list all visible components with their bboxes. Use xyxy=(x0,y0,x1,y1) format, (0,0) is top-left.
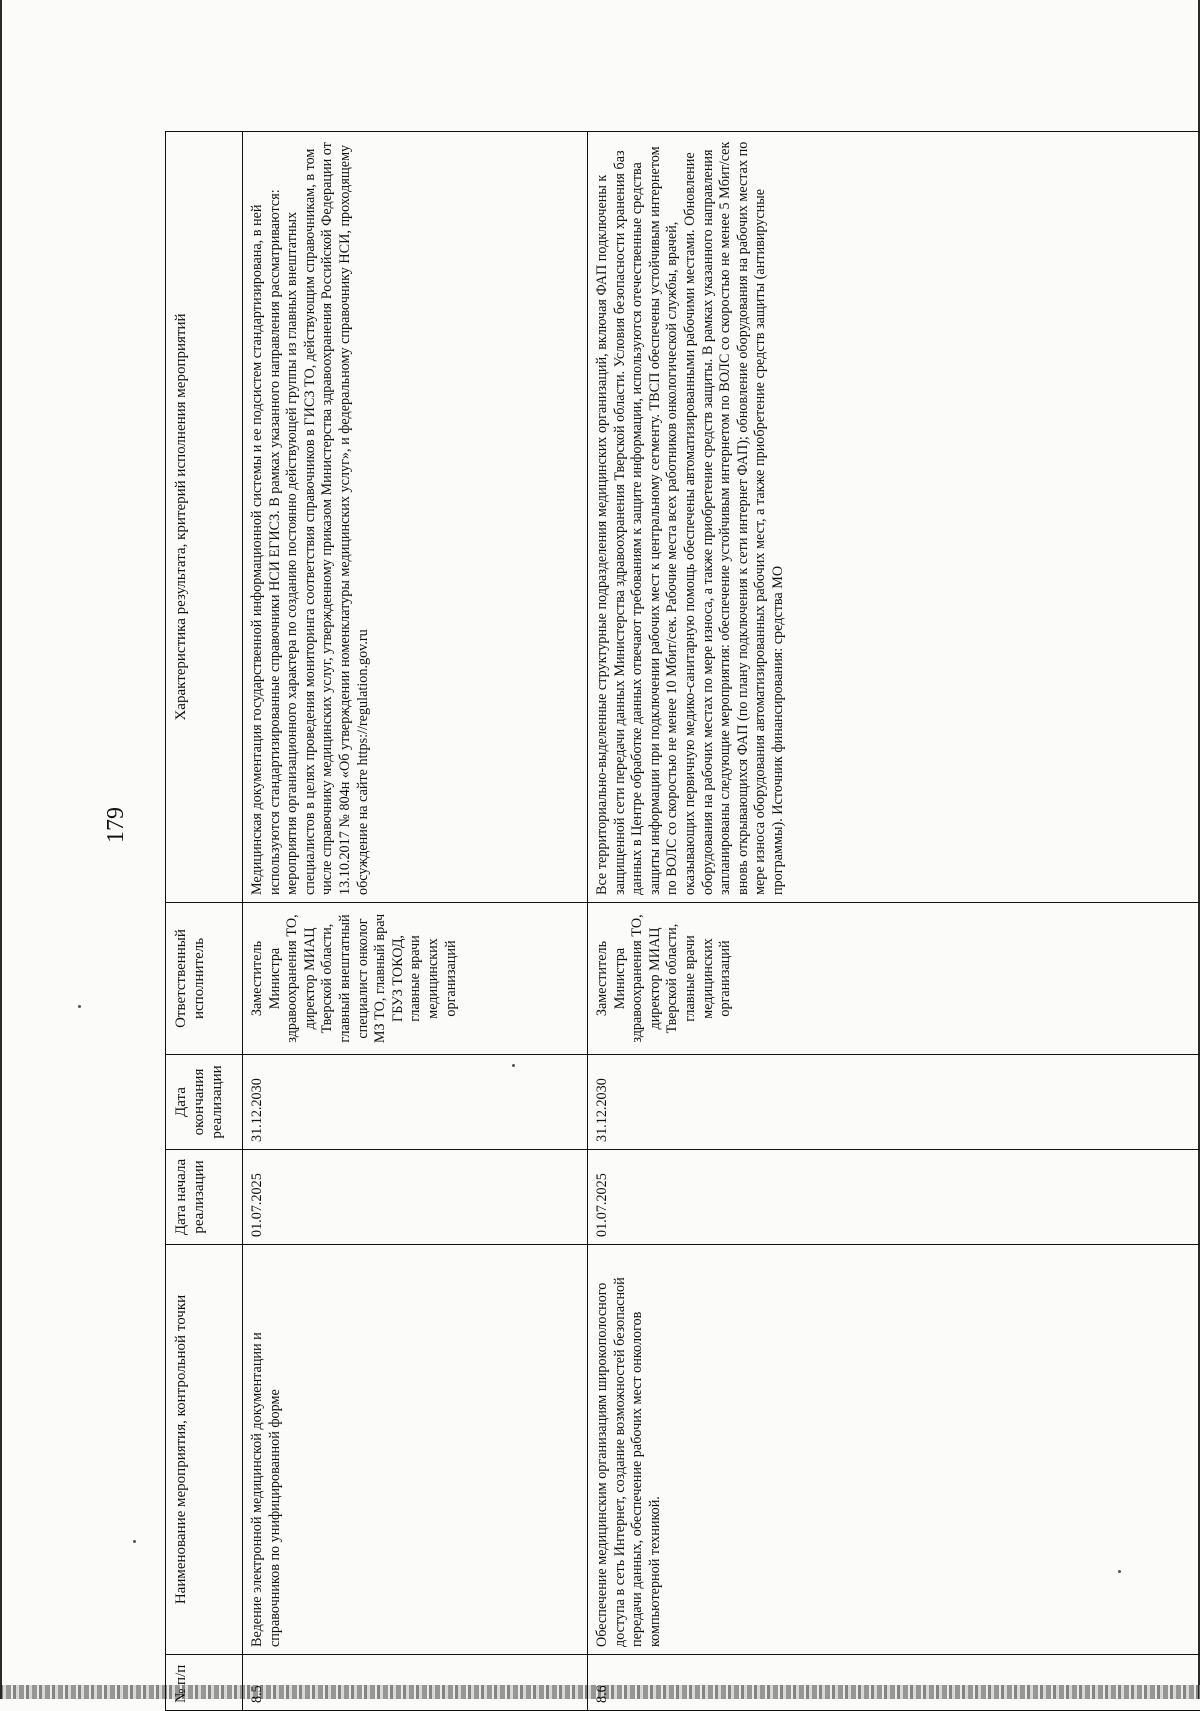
header-name: Наименование мероприятия, контрольной точки xyxy=(166,1245,243,1655)
row-end-date: 31.12.2030 xyxy=(588,1055,1200,1150)
table-row xyxy=(588,132,1200,1711)
page-number: 179 xyxy=(103,800,129,850)
row-end-date: 31.12.2030 xyxy=(243,1055,588,1150)
row-characteristic: Все территориально-выделенные структурные подразделения медицинских организаций, включая ФАП подключены к защищенной сети передачи данных Министерства здравоохранения Тверской области. Условия безопасности хранения баз данных в Центре обработке данных отвечают требованиям к защите информации, используются отечественные средства защиты информации при подключении рабочих мест к центральному сегменту. ТВСП обеспечены устойчивым интернетом по ВОЛС со скоростью не менее 10 Мбит/сек. Рабочие места всех работников онкологической службы, врачей, оказывающих первичную медико-санитарную помощь обеспечены автоматизированными рабочими местами. Обновление оборудования на рабочих местах по мере износа, а также приобретение средств защиты. В рамках указанного направления запланированы следующие мероприятия: обеспечение устойчивым интернетом по ВОЛС со скоростью не менее 5 Мбит/сек вновь открывающихся ФАП (по плану подключения к сети интернет ФАП); обновление оборудования на рабочих местах по мере износа оборудования автоматизированных рабочих мест, а также приобретение средств защиты (антивирусные программы). Источник финансирования: средства МО xyxy=(588,132,1200,903)
header-characteristic: Характеристика результата, критерий исполнения мероприятий xyxy=(166,132,243,903)
header-end-date: Дата окончания реализации xyxy=(166,1055,243,1150)
row-name: Обеспечение медицинским организациям широкополосного доступа в сеть Интернет, создание возможностей безопасной передачи данных, обеспечение рабочих мест онкологов компьютерной техникой. xyxy=(588,1245,1200,1655)
header-start-date: Дата начала реализации xyxy=(166,1150,243,1245)
scan-speck xyxy=(78,1005,81,1008)
row-name: Ведение электронной медицинской документации и справочников по унифицированной форме xyxy=(243,1245,588,1655)
scan-edge-left xyxy=(0,0,2,1699)
row-start-date: 01.07.2025 xyxy=(243,1150,588,1245)
table-row xyxy=(243,132,588,1711)
rotated-page xyxy=(165,131,1200,1711)
row-start-date: 01.07.2025 xyxy=(588,1150,1200,1245)
scan-speck xyxy=(133,1540,136,1543)
row-characteristic: Медицинская документация государственной информационной системы и ее подсистем стандартизирована, в ней используются стандартизированные справочники НСИ ЕГИСЗ. В рамках указанного направления рассматриваются: мероприятия организационного характера по созданию постоянно действующей группы из главных внештатных специалистов в целях проведения мониторинга соответствия справочников в ГИСЗ ТО, действующим справочникам, в том числе справочнику медицинских услуг, утвержденному приказом Министерства здравоохранения Российской Федерации от 13.10.2017 № 804н «Об утверждении номенклатуры медицинских услуг», и федеральному справочнику НСИ, проходящему обсуждение на сайте https://regulation.gov.ru xyxy=(243,132,588,903)
row-responsible: Заместитель Министра здравоохранения ТО, директор МИАЦ Тверской области, главный внештатный специалист онколог МЗ ТО, главный врач ГБУЗ ТОКОД, главные врачи медицинских организаций xyxy=(243,903,588,1055)
header-num: № п/п xyxy=(166,1655,243,1711)
row-responsible: Заместитель Министра здравоохранения ТО, директор МИАЦ Тверской области, главные врачи медицинских организаций xyxy=(588,903,1200,1055)
table-header-row xyxy=(166,132,243,1711)
header-responsible: Ответственный исполнитель xyxy=(166,903,243,1055)
activities-table xyxy=(165,131,1200,1711)
row-num: 8.6 xyxy=(588,1655,1200,1711)
row-num: 8.5 xyxy=(243,1655,588,1711)
